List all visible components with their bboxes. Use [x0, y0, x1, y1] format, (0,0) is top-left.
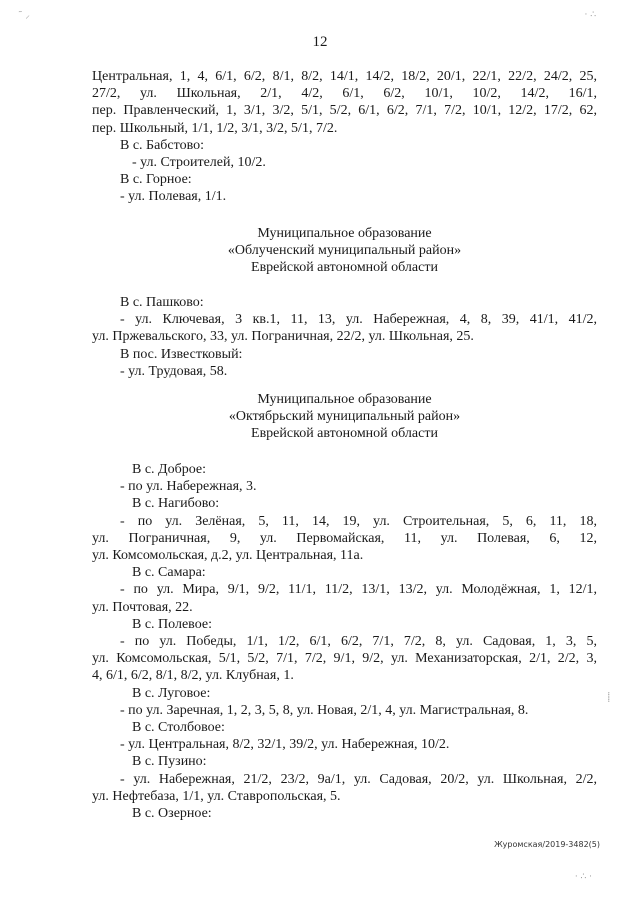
scan-mark: ⸽: [607, 693, 610, 703]
street-list: ул. Комсомольская, 5/1, 5/2, 7/1, 7/2, 9/1, 9/2, ул. Механизаторская, 2/1, 2/2, 3,: [92, 651, 597, 667]
section-body-oktyabrsky: [92, 461, 597, 822]
scan-mark: · ∴ ·: [574, 872, 592, 882]
scan-mark: · ∴: [584, 10, 596, 20]
settlement-label: В с. Пузино:: [132, 754, 207, 770]
street-list: - ул. Полевая, 1/1.: [120, 189, 227, 205]
scan-mark: ˜ ⸝: [18, 11, 30, 21]
settlement-label: В с. Бабстово:: [120, 137, 204, 153]
section-heading-obluchensky: [92, 225, 597, 277]
street-list: ул. Комсомольская, д.2, ул. Центральная, 11а.: [92, 548, 364, 564]
continuation-text: [92, 68, 597, 206]
text-line: пер. Школьный, 1/1, 1/2, 3/1, 3/2, 5/1, 7/2.: [92, 120, 338, 136]
street-list: ул. Нефтебаза, 1/1, ул. Ставропольская, 5.: [92, 788, 341, 804]
settlement-label: В с. Горное:: [120, 172, 192, 188]
settlement-label: В с. Самара:: [132, 565, 206, 581]
settlement-label: В пос. Известковый:: [120, 346, 243, 362]
settlement-label: В с. Доброе:: [132, 462, 206, 477]
street-list: - по ул. Мира, 9/1, 9/2, 11/1, 11/2, 13/1, 13/2, ул. Молодёжная, 1, 12/1,: [120, 582, 597, 598]
heading-line: «Облученский муниципальный район»: [227, 243, 462, 259]
page-number: 12: [312, 34, 328, 50]
settlement-label: В с. Полевое:: [132, 616, 212, 632]
settlement-label: В с. Пашково:: [120, 295, 204, 310]
street-list: - ул. Строителей, 10/2.: [132, 155, 266, 171]
street-list: - ул. Трудовая, 58.: [120, 363, 228, 379]
street-list: ул. Пограничная, 9, ул. Первомайская, 11, ул. Полевая, 6, 12,: [92, 530, 597, 546]
heading-line: «Октябрьский муниципальный район»: [228, 409, 461, 425]
street-list: 4, 6/1, 6/2, 8/1, 8/2, ул. Клубная, 1.: [92, 668, 294, 684]
street-list: - по ул. Набережная, 3.: [120, 479, 257, 495]
street-list: - ул. Набережная, 21/2, 23/2, 9а/1, ул. Садовая, 20/2, ул. Школьная, 2/2,: [120, 771, 597, 787]
section-heading-oktyabrsky: [92, 391, 597, 443]
street-list: ул. Пржевальского, 33, ул. Пограничная, 22/2, ул. Школьная, 25.: [92, 329, 474, 345]
settlement-label: В с. Луговое:: [132, 685, 211, 701]
footer-stamp: Журомская/2019-3482(5): [494, 840, 600, 849]
settlement-label: В с. Столбовое:: [132, 720, 225, 736]
street-list: - ул. Ключевая, 3 кв.1, 11, 13, ул. Набережная, 4, 8, 39, 41/1, 41/2,: [120, 312, 597, 328]
text-line: Центральная, 1, 4, 6/1, 6/2, 8/1, 8/2, 14/1, 14/2, 18/2, 20/1, 22/1, 22/2, 24/2, 25,: [92, 69, 597, 84]
street-list: - ул. Центральная, 8/2, 32/1, 39/2, ул. Набережная, 10/2.: [120, 737, 450, 753]
settlement-label: В с. Озерное:: [132, 806, 212, 822]
street-list: - по ул. Победы, 1/1, 1/2, 6/1, 6/2, 7/1, 7/2, 8, ул. Садовая, 1, 3, 5,: [120, 634, 597, 650]
section-body-obluchensky: [92, 294, 597, 380]
heading-line: Муниципальное образование: [257, 392, 432, 407]
street-list: - по ул. Заречная, 1, 2, 3, 5, 8, ул. Новая, 2/1, 4, ул. Магистральная, 8.: [120, 702, 529, 718]
heading-line: Еврейской автономной области: [251, 426, 438, 442]
text-line: пер. Правленческий, 1, 3/1, 3/2, 5/1, 5/2, 6/1, 6/2, 7/1, 7/2, 10/1, 12/2, 17/2, 62,: [92, 103, 597, 119]
heading-line: Муниципальное образование: [257, 226, 432, 241]
street-list: - по ул. Зелёная, 5, 11, 14, 19, ул. Строительная, 5, 6, 11, 18,: [120, 513, 597, 529]
street-list: ул. Почтовая, 22.: [92, 599, 193, 615]
text-line: 27/2, ул. Школьная, 2/1, 4/2, 6/1, 6/2, 10/1, 10/2, 14/2, 16/1,: [92, 86, 597, 102]
settlement-label: В с. Нагибово:: [132, 496, 220, 512]
heading-line: Еврейской автономной области: [251, 260, 438, 276]
